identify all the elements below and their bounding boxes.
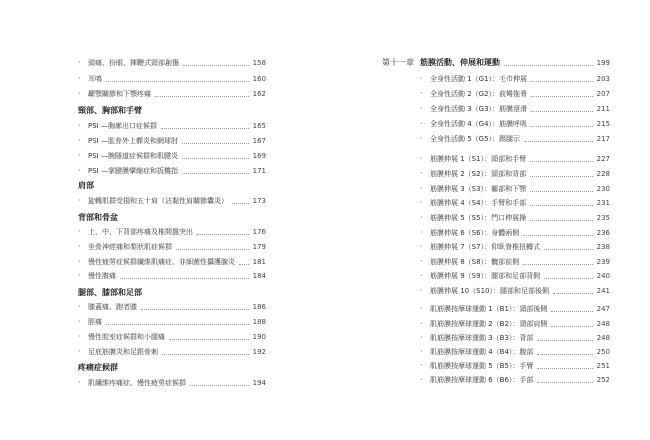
toc-entry-page: 176 xyxy=(252,228,266,236)
bullet-icon: · xyxy=(420,304,423,313)
toc-entry[interactable] xyxy=(420,73,610,85)
toc-entry-title: 筋膜伸展 6（S6）：身體兩側 xyxy=(430,229,520,237)
toc-entry-page: 184 xyxy=(252,272,266,280)
toc-entry-title: 筋膜伸展 5（S5）：門口伸展操 xyxy=(430,214,527,222)
toc-entry-title: 全身性活動 2（G2）：前彎拖脅 xyxy=(430,90,528,98)
toc-entry-page: 231 xyxy=(596,199,610,207)
toc-entry-title: 全身性活動 1（G1）：毛巾伸展 xyxy=(430,75,528,83)
toc-entry-page: 248 xyxy=(596,320,610,328)
toc-entry-title: PSI —肱骨外上髁炎和網球肘 xyxy=(88,137,178,145)
leader-dots xyxy=(523,264,593,265)
toc-entry-title: 脛痛 xyxy=(88,318,102,326)
bullet-icon: · xyxy=(78,257,81,266)
toc-entry-page: 230 xyxy=(596,185,610,193)
bullet-icon: · xyxy=(420,242,423,251)
leader-dots xyxy=(530,176,593,177)
toc-entry-page: 248 xyxy=(596,334,610,342)
toc-entry[interactable] xyxy=(420,133,610,145)
toc-entry-page: 240 xyxy=(596,272,610,280)
leader-dots xyxy=(531,96,593,97)
bullet-icon: · xyxy=(420,104,423,113)
bullet-icon: · xyxy=(78,121,81,130)
toc-entry-page: 250 xyxy=(596,348,610,356)
toc-entry[interactable] xyxy=(420,241,610,253)
leader-dots xyxy=(182,158,249,159)
toc-entry-title: 慢性腹痛 xyxy=(88,272,116,280)
toc-entry-title: 筋膜伸展 4（S4）：手臂和手部 xyxy=(430,199,527,207)
leader-dots xyxy=(551,326,592,327)
section-heading: 腿部、膝部和足部 xyxy=(78,288,142,297)
toc-entry[interactable] xyxy=(78,301,266,313)
toc-entry-title: 慢性腔室症候群和小腿痛 xyxy=(88,333,165,341)
toc-entry-title: 筋膜伸展 10（S10）：腿部和足部後側 xyxy=(430,287,549,295)
leader-dots xyxy=(155,96,249,97)
leader-dots xyxy=(544,278,593,279)
bullet-icon: · xyxy=(78,242,81,251)
toc-entry-title: PSI —掌腱膜攣縮症和扳機指 xyxy=(88,167,178,175)
bullet-icon: · xyxy=(78,378,81,387)
toc-entry-title: 筋膜伸展 8（S8）：髖部前側 xyxy=(430,258,520,266)
toc-entry-page: 192 xyxy=(252,348,266,356)
toc-entry[interactable] xyxy=(78,377,266,389)
leader-dots xyxy=(106,81,249,82)
toc-entry-title: 肌筋膜按摩球運動 4（B4）：腹部 xyxy=(430,348,534,356)
bullet-icon: · xyxy=(78,89,81,98)
leader-dots xyxy=(232,203,249,204)
toc-entry[interactable] xyxy=(78,270,266,282)
bullet-icon: · xyxy=(420,154,423,163)
toc-entry-title: 筋膜伸展 3（S3）：軀部和下顎 xyxy=(430,185,527,193)
chapter-page: 199 xyxy=(596,59,610,67)
toc-entry[interactable] xyxy=(78,256,266,268)
toc-entry[interactable] xyxy=(420,197,610,209)
section-heading: 頸部、胸部和手臂 xyxy=(78,106,142,115)
toc-entry-page: 173 xyxy=(252,197,266,205)
toc-entry[interactable] xyxy=(420,153,610,165)
chapter-title: 筋膜活動、伸展和運動 xyxy=(420,58,500,67)
toc-entry[interactable] xyxy=(420,183,610,195)
toc-entry-title: 全身性活動 3（G3）：筋膜滾滑 xyxy=(430,105,528,113)
toc-entry-page: 236 xyxy=(596,229,610,237)
bullet-icon: · xyxy=(78,196,81,205)
bullet-icon: · xyxy=(420,228,423,237)
toc-entry-page: 238 xyxy=(596,243,610,251)
leader-dots xyxy=(141,309,249,310)
bullet-icon: · xyxy=(420,213,423,222)
toc-entry-page: 252 xyxy=(596,376,610,384)
leader-dots xyxy=(553,293,593,294)
leader-dots xyxy=(182,173,249,174)
toc-entry[interactable] xyxy=(420,332,610,344)
bullet-icon: · xyxy=(78,227,81,236)
toc-entry[interactable] xyxy=(420,270,610,282)
toc-entry-title: 肌筋膜按摩球運動 1（B1）：頸部後側 xyxy=(430,305,548,313)
toc-entry-title: 坐骨神經痛和梨狀肌症候群 xyxy=(88,243,172,251)
toc-entry-title: 肌筋膜按摩球運動 5（B5）：手臂 xyxy=(430,362,534,370)
toc-entry-page: 158 xyxy=(252,59,266,67)
toc-entry[interactable] xyxy=(78,88,266,100)
leader-dots xyxy=(530,191,593,192)
toc-entry[interactable] xyxy=(78,195,266,207)
leader-dots xyxy=(537,340,592,341)
leader-dots xyxy=(106,324,249,325)
leader-dots xyxy=(530,220,593,221)
toc-entry[interactable] xyxy=(420,212,610,224)
leader-dots xyxy=(161,128,249,129)
toc-entry-page: 162 xyxy=(252,90,266,98)
chapter-entry[interactable] xyxy=(382,57,610,69)
leader-dots xyxy=(524,141,593,142)
toc-entry-title: 全身性活動 5（G5）：踢腿示 xyxy=(430,135,521,143)
bullet-icon: · xyxy=(420,89,423,98)
toc-entry-page: 188 xyxy=(252,318,266,326)
leader-dots xyxy=(531,126,593,127)
toc-entry[interactable] xyxy=(420,227,610,239)
toc-entry[interactable] xyxy=(78,226,266,238)
toc-entry-page: 217 xyxy=(596,135,610,143)
bullet-icon: · xyxy=(78,136,81,145)
toc-entry-page: 235 xyxy=(596,214,610,222)
toc-entry-page: 171 xyxy=(252,167,266,175)
leader-dots xyxy=(531,81,593,82)
toc-entry-page: 190 xyxy=(252,333,266,341)
toc-entry-page: 203 xyxy=(596,75,610,83)
toc-entry-title: 頭痛、扮眼、揮鞭式頸部創傷 xyxy=(88,59,179,67)
toc-entry-title: 筋膜伸展 9（S9）：腿部和足部背側 xyxy=(430,272,541,280)
bullet-icon: · xyxy=(420,361,423,370)
bullet-icon: · xyxy=(420,134,423,143)
bullet-icon: · xyxy=(420,333,423,342)
toc-entry-title: 旋轉肌群受損和五十肩（沾黏性肩關節囊炎） xyxy=(88,197,228,205)
toc-entry[interactable] xyxy=(78,73,266,85)
bullet-icon: · xyxy=(420,184,423,193)
toc-entry[interactable] xyxy=(420,318,610,330)
toc-entry[interactable] xyxy=(420,346,610,358)
toc-entry-title: 顳顎關節和下顎疼痛 xyxy=(88,90,151,98)
bullet-icon: · xyxy=(78,166,81,175)
toc-entry-title: 筋膜伸展 2（S2）：頸部和背部 xyxy=(430,170,527,178)
toc-entry-title: PSI —腕隧道症候群和肌腱炎 xyxy=(88,152,178,160)
bullet-icon: · xyxy=(420,347,423,356)
toc-entry[interactable] xyxy=(78,135,266,147)
toc-entry-page: 228 xyxy=(596,170,610,178)
toc-entry[interactable] xyxy=(78,57,266,69)
section-heading: 疼痛症候群 xyxy=(78,363,118,372)
bullet-icon: · xyxy=(78,151,81,160)
leader-dots xyxy=(530,161,593,162)
section-heading: 肩部 xyxy=(78,181,94,190)
leader-dots xyxy=(197,234,249,235)
toc-entry-title: 上、中、下背部疼痛及椎間盤突出 xyxy=(88,228,193,236)
toc-entry-page: 215 xyxy=(596,120,610,128)
section-heading: 背部和骨盆 xyxy=(78,213,118,222)
toc-entry-title: 筋膜伸展 1（S1）：頸部和手臂 xyxy=(430,155,527,163)
leader-dots xyxy=(523,235,593,236)
leader-dots xyxy=(176,249,249,250)
toc-entry-page: 227 xyxy=(596,155,610,163)
toc-entry[interactable] xyxy=(78,165,266,177)
bullet-icon: · xyxy=(78,271,81,280)
toc-entry-page: 169 xyxy=(252,152,266,160)
leader-dots xyxy=(239,264,249,265)
bullet-icon: · xyxy=(78,317,81,326)
toc-entry-page: 241 xyxy=(596,287,610,295)
toc-entry-page: 181 xyxy=(252,258,266,266)
toc-entry-title: 全身性活動 4（G4）：筋膜呼吸 xyxy=(430,120,528,128)
bullet-icon: · xyxy=(420,257,423,266)
toc-entry-title: 膝蓋痛、跑者膝 xyxy=(88,303,137,311)
toc-entry-page: 165 xyxy=(252,122,266,130)
leader-dots xyxy=(162,354,249,355)
toc-entry[interactable] xyxy=(420,256,610,268)
bullet-icon: · xyxy=(420,319,423,328)
toc-entry[interactable] xyxy=(420,118,610,130)
bullet-icon: · xyxy=(420,271,423,280)
toc-entry[interactable] xyxy=(420,103,610,115)
bullet-icon: · xyxy=(420,74,423,83)
bullet-icon: · xyxy=(420,375,423,384)
bullet-icon: · xyxy=(78,58,81,67)
bullet-icon: · xyxy=(420,198,423,207)
bullet-icon: · xyxy=(78,332,81,341)
toc-entry-title: 肌纖維疼痛症、慢性疲勞症候群 xyxy=(88,379,186,387)
bullet-icon: · xyxy=(78,302,81,311)
chapter-number: 第十一章 xyxy=(382,58,414,67)
leader-dots xyxy=(537,368,592,369)
leader-dots xyxy=(182,143,249,144)
toc-entry-title: 慢性疲勞症候群纖維肌痛症、非細菌性攝護腺炎 xyxy=(88,258,235,266)
bullet-icon: · xyxy=(78,74,81,83)
toc-entry-page: 207 xyxy=(596,90,610,98)
toc-entry[interactable] xyxy=(78,346,266,358)
toc-entry[interactable] xyxy=(78,150,266,162)
toc-entry-title: 肌筋膜按摩球運動 3（B3）：背部 xyxy=(430,334,534,342)
toc-entry[interactable] xyxy=(78,331,266,343)
toc-entry-page: 194 xyxy=(252,379,266,387)
leader-dots xyxy=(504,65,593,66)
toc-entry[interactable] xyxy=(420,303,610,315)
leader-dots xyxy=(537,354,592,355)
toc-entry-title: 筋膜伸展 7（S7）：仰臥脊椎扭轉式 xyxy=(430,243,541,251)
leader-dots xyxy=(530,205,593,206)
toc-entry[interactable] xyxy=(78,120,266,132)
leader-dots xyxy=(169,339,249,340)
toc-entry-page: 247 xyxy=(596,305,610,313)
bullet-icon: · xyxy=(420,119,423,128)
toc-entry[interactable] xyxy=(78,316,266,328)
bullet-icon: · xyxy=(78,347,81,356)
toc-entry-page: 160 xyxy=(252,75,266,83)
toc-entry[interactable] xyxy=(78,241,266,253)
toc-entry[interactable] xyxy=(420,360,610,372)
toc-entry-page: 211 xyxy=(596,105,610,113)
toc-entry-page: 251 xyxy=(596,362,610,370)
toc-entry-page: 179 xyxy=(252,243,266,251)
toc-entry-page: 239 xyxy=(596,258,610,266)
toc-entry-page: 186 xyxy=(252,303,266,311)
toc-entry-title: 肌筋膜按摩球運動 2（B2）：頸部肩側 xyxy=(430,320,548,328)
leader-dots xyxy=(183,65,249,66)
leader-dots xyxy=(537,382,592,383)
leader-dots xyxy=(544,249,593,250)
toc-entry-page: 167 xyxy=(252,137,266,145)
toc-entry[interactable] xyxy=(420,168,610,180)
bullet-icon: · xyxy=(420,286,423,295)
leader-dots xyxy=(190,385,249,386)
bullet-icon: · xyxy=(420,169,423,178)
toc-entry[interactable] xyxy=(420,285,610,297)
leader-dots xyxy=(531,111,593,112)
toc-entry-title: 足底筋膜炎和足跟骨刺 xyxy=(88,348,158,356)
toc-entry[interactable] xyxy=(420,88,610,100)
toc-entry-title: PSI —胸廓出口症候群 xyxy=(88,122,157,130)
toc-entry-title: 耳鳴 xyxy=(88,75,102,83)
leader-dots xyxy=(120,278,249,279)
toc-entry[interactable] xyxy=(420,374,610,386)
toc-entry-title: 肌筋膜按摩球運動 6（B6）：手部 xyxy=(430,376,534,384)
leader-dots xyxy=(551,311,592,312)
